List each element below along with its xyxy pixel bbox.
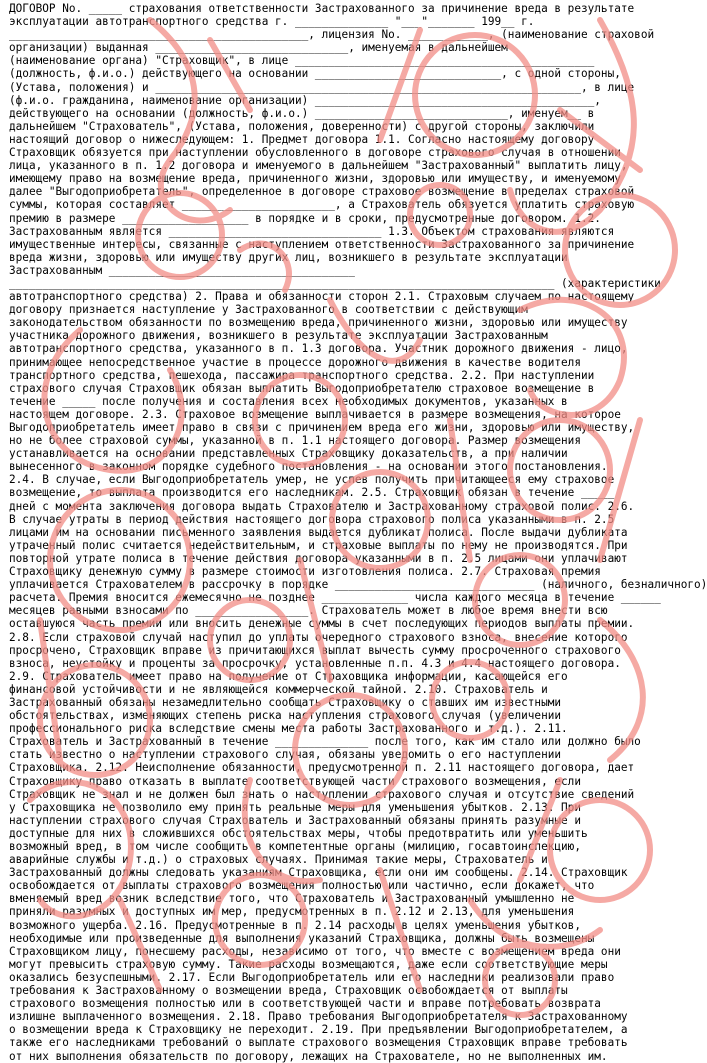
text-line: приняли разумных и доступных им мер, предусмотренных в п. 2.12 и 2.13, для уменьшения	[9, 905, 575, 919]
text-line: (Устава, положения) и ________________________________________________________________, в лице	[9, 80, 635, 94]
text-line: утраченный полис считается недействительным, и страховые выплаты по нему не производятся. При	[9, 538, 628, 552]
text-line: также его наследниками требований о выплате страхового возмещения Страховщик вправе требовать	[9, 1036, 628, 1050]
text-line: вменяемый вред возник вследствие того, что Страхователь и Застрахованный умышленно не	[9, 892, 575, 906]
text-line: 2.4. В случае, если Выгодоприобретатель умер, не успев получить причитающееся ему страховое	[9, 473, 615, 487]
text-line: наступлении страхового случая Страхователь и Застрахованный обязаны принять разумные и	[9, 813, 581, 827]
text-line: месяцев равными взносами по _________________. Страхователь может в любое время внести всю	[9, 604, 608, 618]
text-line: Застрахованный обязаны незамедлительно сообщать Страховщику о ставших им известными	[9, 695, 562, 709]
text-line: действующего на основании (должность, ф.и.о.) _____________________________, именуем__ в	[9, 106, 595, 120]
text-line: Страхователь и Застрахованный в течение ______________ после того, как им стало или должно было	[9, 735, 641, 749]
text-line: но не более страховой суммы, указанной в п. 1.1 настоящего договора. Размер возмещения	[9, 434, 581, 448]
text-line: требования к Застрахованному о возмещении вреда, Страховщик освобождается от выплаты	[9, 984, 568, 998]
text-line: необходимые или произведенные для выполнения указаний Страховщика, должны быть возмещены	[9, 931, 595, 945]
text-line: дней с момента заключения договора выдать Страхователю и Застрахованному страховой полис. 2.6.	[9, 499, 635, 513]
text-line: Страховщику право отказать в выплате соответствующей части страхового возмещения, если	[9, 774, 581, 788]
text-line: Страховщик не знал и не должен был знать о наступлении страхового случая и отсутствие сведений	[9, 787, 635, 801]
text-line: вреда жизни, здоровью или имуществу других лиц, возникшего в результате эксплуатации	[9, 250, 568, 264]
text-line: Страховщика. 2.12. Неисполнение обязанности, предусмотренной п. 2.11 настоящего договора, дает	[9, 761, 635, 775]
text-line: В случае утраты в период действия настоящего договора страхового полиса указанными в п. 2.5	[9, 512, 615, 526]
text-line: договору признается наступление у Застрахованного в соответствии с действующим	[9, 303, 528, 317]
text-line: финансовой устойчивости и не являющейся коммерческой тайной. 2.10. Страхователь и	[9, 682, 548, 696]
text-line: Застрахованным _____________________________________	[9, 263, 355, 277]
text-line: Выгодоприобретатель имеет право в связи с причинением вреда его жизни, здоровью или имуществу,	[9, 421, 635, 434]
text-line: транспортного средства, пешехода, пассажира транспортного средства. 2.2. При наступлении	[9, 368, 595, 382]
text-line: страхового возмещения полностью или в соответствующей части и вправе потребовать возврата	[9, 997, 601, 1011]
text-line: от них выполнения обязательств по договору, лежащих на Страхователе, но не выполненных им.	[9, 1049, 608, 1063]
text-line: устанавливается на основании представленных Страховщику доказательств, а при наличии	[9, 447, 568, 461]
text-line: возмещение, то выплата производится его наследникам. 2.5. Страховщик обязан в течение _____	[9, 486, 615, 500]
text-line: течение _____ после получения и составления всех необходимых документов, указанных в	[9, 394, 568, 408]
text-line: ДОГОВОР No. _____ страхования ответственности Застрахованного за причинение вреда в результате	[9, 2, 635, 15]
text-line: (ф.и.о. гражданина, наименование организации) __________________________________________,	[9, 93, 601, 107]
text-line: 2.9. Страхователь имеет право на получение от Страховщика информации, касающейся его	[9, 669, 568, 683]
text-line: просрочено, Страховщик вправе из причитающихся выплат вычесть сумму просроченного страхового	[9, 643, 621, 657]
text-line: лица, указанного в п. 1.2 договора и именуемого в дальнейшем "Застрахованный" выплатить лицу,	[9, 159, 628, 173]
text-line: расчета. Премия вносится ежемесячно не позднее _____________ числа каждого месяца в течение ______	[9, 591, 661, 605]
text-line: (должность, ф.и.о.) действующего на основании ____________________________, с одной стороны,	[9, 67, 621, 81]
text-line: автотранспортного средства) 2. Права и обязанности сторон 2.1. Страховым случаем по настоящему	[9, 290, 635, 304]
text-line: автотранспортного средства, указанного в п. 1.3 договора. Участник дорожного движения - лицо,	[9, 342, 628, 356]
text-line: лицами им на основании письменного заявления выдается дубликат полиса. После выдачи дубликата	[9, 525, 628, 539]
text-line: суммы, которая составляет _______________________, а Страхователь обязуется уплатить страховую	[9, 198, 635, 212]
text-line: Страховщик обязуется при наступлении обусловленного в договоре страхового случая в отношении	[9, 146, 621, 160]
text-line: Застрахованным является ________________________________ 1.3. Объектом страхования являются	[9, 224, 615, 238]
text-line: законодательством обязанности по возмещению вреда, причиненного жизни, здоровью или имуществу	[9, 316, 628, 330]
text-line: имущественные интересы, связанные с наступлением ответственности Застрахованного за причинение	[9, 237, 635, 251]
text-line: __________________________________________________________________________________ (характеристики	[9, 276, 661, 290]
text-line: эксплуатации автотранспортного средства г. ______________ "___"_______ 199__ г.	[9, 15, 535, 29]
text-line: страхового случая Страховщик обязан выплатить Выгодоприобретателю страховое возмещение в	[9, 381, 595, 395]
text-line: освобождается от выплаты страхового возмещения полностью или частично, если докажет, что	[9, 879, 595, 893]
text-line: настоящий договор о нижеследующем: 1. Предмет договора 1.1. Согласно настоящему договору	[9, 132, 595, 146]
text-line: о возмещении вреда к Страховщику не переходит. 2.19. При предъявлении Выгодоприобретателем, а	[9, 1023, 628, 1037]
text-line: стать известно о наступлении страхового случая, обязаны уведомить о его наступлении	[9, 748, 562, 762]
text-line: Страховщиком лицу, понесшему расходы, независимо от того, что вместе с возмещением вреда они	[9, 944, 621, 958]
text-line: участника дорожного движения, возникшего в результате эксплуатации Застрахованным	[9, 329, 548, 343]
text-line: возможного ущерба. 2.16. Предусмотренные в п. 2.14 расходы в целях уменьшения убытков,	[9, 918, 581, 932]
text-line: настоящем договоре. 2.3. Страховое возмещение выплачивается в размере возмещения, на которое	[9, 407, 621, 421]
text-line: оказались безуспешными. 2.17. Если Выгодоприобретатель или его наследники реализовали право	[9, 970, 615, 984]
text-line: Страховщику денежную сумму в размере стоимости изготовления полиса. 2.7. Страховая премия	[9, 565, 601, 579]
text-line: профессионального риска вследствие смены места работы Застрахованного и т.д.). 2.11.	[9, 722, 568, 736]
text-line: излишне выплаченного возмещения. 2.18. Право требования Выгодоприобретателя к Застрахованному	[9, 1010, 628, 1024]
text-line: далее "Выгодоприобретатель", определенное в договоре страховое возмещение в пределах страховой	[9, 185, 635, 199]
text-line: 2.8. Если страховой случай наступил до уплаты очередного страхового взноса, внесение которого	[9, 630, 628, 644]
text-line: вынесенного в законном порядке судебного постановления - на основании этого постановления.	[9, 460, 608, 474]
text-line: могут превысить страховую сумму. Такие расходы возмещаются, даже если соответствующие меры	[9, 957, 608, 971]
text-line: повторной утрате полиса в течение действия договора указанными в п. 2.5 лицами они уплачивают	[9, 551, 628, 565]
text-line: дальнейшем "Страхователь", (Устава, положения, доверенности) с другой стороны, заключили	[9, 119, 595, 133]
text-line: доступные для них в сложившихся обстоятельствах меры, чтобы предотвратить или уменьшить	[9, 826, 588, 840]
text-line: возможный вред, в том числе сообщить в компетентные органы (милицию, госавтоинспекцию,	[9, 840, 581, 853]
text-line: оставшуюся часть премии или вносить денежные суммы в счет последующих периодов выплаты премии.	[9, 617, 635, 631]
text-line: обстоятельствах, изменяющих степень риска наступления страхового случая (увеличении	[9, 709, 562, 723]
text-line: у Страховщика не позволило ему принять реальные меры для уменьшения убытков. 2.13. При	[9, 800, 581, 814]
text-line: принимающее непосредственное участие в процессе дорожного движения в качестве водителя	[9, 355, 581, 369]
contract-text	[9, 2, 707, 1063]
text-line: премию в размере ___________________ в порядке и в сроки, предусмотренные договором. 1.2.	[9, 211, 601, 225]
text-line: взноса, неустойку и проценты за просрочку, установленные п.п. 4.3 и 4.4 настоящего договора.	[9, 656, 621, 670]
text-line: имеющему право на возмещение вреда, причиненного жизни, здоровью или имуществу, и именуемому	[9, 172, 621, 186]
text-line: _____________________________________________, лицензия No. ____________, (наименование страховой	[9, 28, 655, 42]
text-line: аварийные службы и т.д.) о страховых случаях. Принимая такие меры, Страхователь и	[9, 853, 548, 867]
text-line: уплачивается Страхователем в рассрочку в порядке ______________________________ (наличного, безналичного)	[9, 578, 707, 592]
text-line: (наименование органа) "Страховщик", в лице _____________________________________________	[9, 54, 595, 68]
text-line: организации) выданная _____________________________, именуемая в дальнейшем	[9, 41, 508, 55]
text-line: Застрахованный должны следовать указаниям Страховщика, если они им сообщены. 2.14. Страховщик	[9, 866, 628, 880]
